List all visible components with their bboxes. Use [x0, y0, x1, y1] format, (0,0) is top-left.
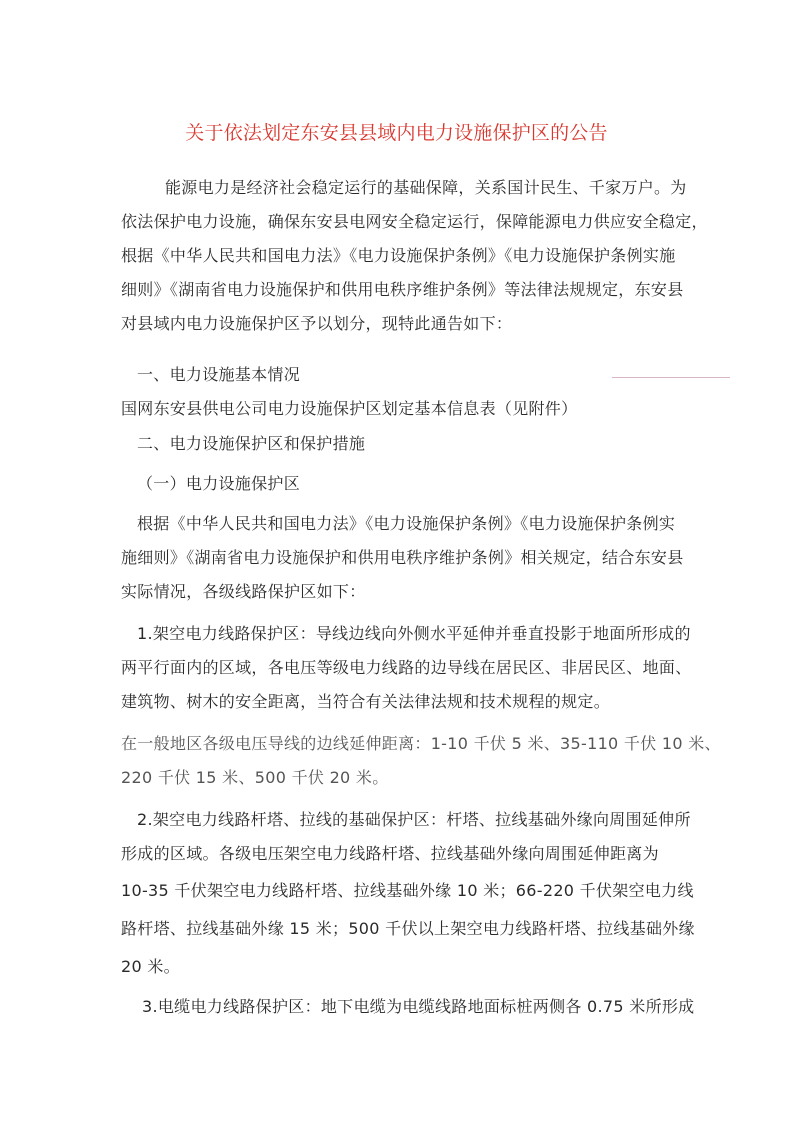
- subsection-heading: （一）电力设施保护区: [137, 474, 301, 493]
- section-heading-1: 一、电力设施基本情况: [137, 365, 301, 384]
- paragraph-line: 220 千伏 15 米、500 千伏 20 米。: [121, 768, 389, 787]
- paragraph-line: 实际情况，各级线路保护区如下：: [121, 582, 366, 601]
- paragraph-line: 3.电缆电力线路保护区：地下电缆为电缆线路地面标桩两侧各 0.75 米所形成: [142, 997, 695, 1016]
- paragraph-line: 根据《中华人民共和国电力法》《电力设施保护条例》《电力设施保护条例实施: [121, 246, 676, 265]
- paragraph-line: 施细则》《湖南省电力设施保护和供用电秩序维护条例》相关规定，结合东安县: [121, 548, 684, 567]
- paragraph-line: 10-35 千伏架空电力线路杆塔、拉线基础外缘 10 米；66-220 千伏架空电力线: [121, 881, 694, 900]
- paragraph-line: 细则》《湖南省电力设施保护和供用电秩序维护条例》等法律法规规定，东安县: [121, 280, 684, 299]
- scan-mark: [612, 377, 730, 378]
- paragraph-line: 国网东安县供电公司电力设施保护区划定基本信息表（见附件）: [121, 399, 578, 418]
- paragraph-line: 20 米。: [121, 957, 180, 976]
- paragraph-line: 根据《中华人民共和国电力法》《电力设施保护条例》《电力设施保护条例实: [137, 514, 676, 533]
- paragraph-line: 在一般地区各级电压导线的边线延伸距离：1-10 千伏 5 米、35-110 千伏 10 米、: [121, 734, 721, 753]
- paragraph-line: 2.架空电力线路杆塔、拉线的基础保护区：杆塔、拉线基础外缘向周围延伸所: [137, 810, 691, 829]
- paragraph-line: 形成的区域。各级电压架空电力线路杆塔、拉线基础外缘向周围延伸距离为: [121, 844, 659, 863]
- paragraph-line: 两平行面内的区域，各电压等级电力线路的边导线在居民区、非居民区、地面、: [121, 658, 692, 677]
- paragraph-line: 路杆塔、拉线基础外缘 15 米；500 千伏以上架空电力线路杆塔、拉线基础外缘: [121, 919, 695, 938]
- paragraph-line: 能源电力是经济社会稳定运行的基础保障，关系国计民生、千家万户。为: [165, 178, 687, 197]
- paragraph-line: 对县域内电力设施保护区予以划分，现特此通告如下：: [121, 314, 513, 333]
- section-heading-2: 二、电力设施保护区和保护措施: [137, 434, 366, 453]
- paragraph-line: 建筑物、树木的安全距离，当符合有关法律法规和技术规程的规定。: [121, 692, 611, 711]
- document-title: 关于依法划定东安县县域内电力设施保护区的公告: [185, 122, 608, 144]
- paragraph-line: 依法保护电力设施，确保东安县电网安全稳定运行，保障能源电力供应安全稳定，: [121, 212, 708, 231]
- paragraph-line: 1.架空电力线路保护区：导线边线向外侧水平延伸并垂直投影于地面所形成的: [137, 624, 691, 643]
